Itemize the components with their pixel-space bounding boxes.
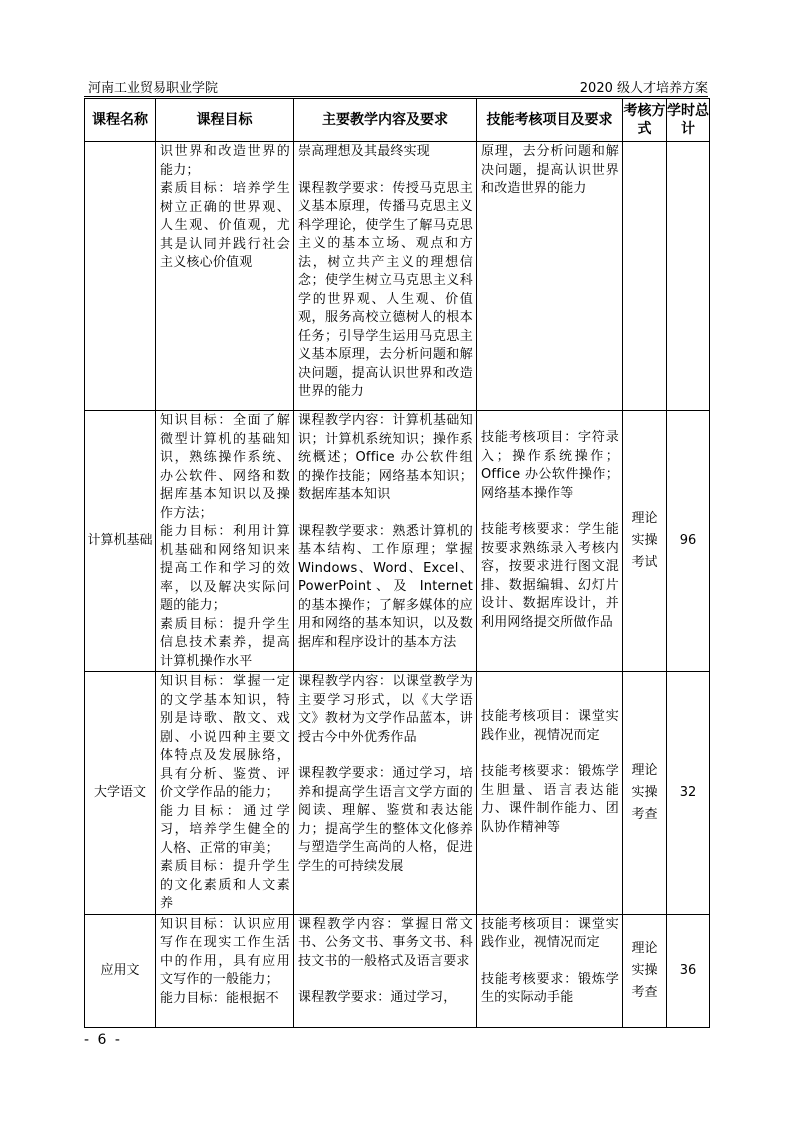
assessment-cell: 理论实操考查 — [623, 914, 667, 1027]
skills-cell — [477, 142, 623, 411]
page-number: - 6 - — [84, 1032, 122, 1048]
assessment-cell: 理论实操考查 — [623, 672, 667, 915]
hours-cell: 36 — [667, 914, 710, 1027]
skill-requirement-text: 技能考核要求：学生能按要求熟练录入考核内容，按要求进行图文混排、数据编辑、幻灯片设计、数据库设计，并利用网络提交所做作品 — [481, 522, 619, 630]
school-name: 河南工业贸易职业学院 — [88, 81, 219, 96]
assessment-cell: 理论实操考试 — [623, 411, 667, 672]
objectives-text: 知识目标：掌握一定的文学基本知识，特别是诗歌、散文、戏剧、小说四种主要文体特点及发展脉络，具有分析、鉴赏、评价文学作品的能力； 能力目标：通过学习，培养学生健全的人格、正常的审美； 素质目标：提升学生的文化素质和人文素养 — [160, 674, 290, 911]
objectives-text: 知识目标：全面了解微型计算机的基础知识，熟练操作系统、办公软件、网络和数据库基本知识以及操作方法； 能力目标：利用计算机基础和网络知识来提高工作和学习的效率，以及解决实际问题的能力； 素质目标：提升学生信息技术素养，提高计算机操作水平 — [160, 413, 290, 669]
teaching-content-text: 课程教学内容：以课堂教学为主要学习形式，以《大学语文》教材为文学作品蓝本，讲授古今中外优秀作品 — [298, 674, 473, 745]
skills-cell — [477, 914, 623, 1027]
skill-project-text: 技能考核项目：课堂实践作业，视情况而定 — [481, 916, 619, 950]
teaching-requirements-text: 课程教学要求：通过学习， — [298, 990, 457, 1005]
objectives-text: 知识目标：认识应用写作在现实工作生活中的作用，具有应用文写作的一般能力； 能力目标：能根据不 — [160, 916, 290, 1006]
skill-requirement-text: 技能考核要求：锻炼学生的实际动手能 — [481, 971, 619, 1005]
column-header-skills: 技能考核项目及要求 — [477, 99, 623, 142]
objectives-cell — [156, 142, 294, 411]
hours-cell — [667, 142, 710, 411]
content-cell — [294, 672, 477, 915]
objectives-cell — [156, 411, 294, 672]
hours-cell: 32 — [667, 672, 710, 915]
objectives-cell — [156, 672, 294, 915]
course-name-cell: 计算机基础 — [85, 411, 156, 672]
table-row — [85, 142, 710, 411]
content-cell — [294, 914, 477, 1027]
course-name-cell — [85, 142, 156, 411]
course-name-cell: 大学语文 — [85, 672, 156, 915]
teaching-content-text: 课程教学内容：掌握日常文书、公务文书、事务文书、科技文书的一般格式及语言要求 — [298, 916, 473, 969]
column-header-course-name: 课程名称 — [85, 99, 156, 142]
skills-cell — [477, 672, 623, 915]
skill-project-text: 技能考核项目：课堂实践作业，视情况而定 — [481, 709, 619, 743]
objectives-text: 识世界和改造世界的能力； 素质目标：培养学生树立正确的世界观、人生观、价值观，尤其是认同并践行社会主义核心价值观 — [160, 144, 290, 270]
teaching-requirements-text: 课程教学要求：熟悉计算机的基本结构、工作原理；掌握 Windows、Word、Excel、PowerPoint、及 Internet 的基本操作；了解多媒体的应用和网络的基本知识，以及数据库和程序设计的基本方法 — [298, 523, 478, 650]
table-row — [85, 672, 710, 915]
skill-project-text: 技能考核项目：字符录入；操作系统操作；Office 办公软件操作；网络基本操作等 — [481, 430, 619, 501]
content-cell — [294, 411, 477, 672]
document-title: 2020 级人才培养方案 — [579, 81, 708, 96]
teaching-requirements-text: 课程教学要求：传授马克思主义基本原理，传播马克思主义科学理论，使学生了解马克思主义的基本立场、观点和方法，树立共产主义的理想信念；使学生树立马克思主义科学的世界观、人生观、价值观，服务高校立德树人的根本任务；引导学生运用马克思主义基本原理，去分析问题和解决问题，提高认识世界和改造世界的能力 — [298, 180, 473, 399]
hours-cell: 96 — [667, 411, 710, 672]
skill-requirement-text: 技能考核要求：锻炼学生胆量、语言表达能力、课件制作能力、团队协作精神等 — [481, 764, 619, 835]
column-header-objectives: 课程目标 — [156, 99, 294, 142]
table-row — [85, 914, 710, 1027]
skills-cell — [477, 411, 623, 672]
column-header-assessment: 考核方式 — [623, 99, 667, 142]
course-table — [84, 98, 710, 1028]
teaching-content-text: 课程教学内容：计算机基础知识；计算机系统知识；操作系统概述；Office 办公软件组的操作技能；网络基本知识；数据库基本知识 — [298, 413, 473, 502]
column-header-content: 主要教学内容及要求 — [294, 99, 477, 142]
table-header-row — [85, 99, 710, 142]
table-row — [85, 411, 710, 672]
page-header — [84, 76, 708, 97]
assessment-cell — [623, 142, 667, 411]
column-header-hours: 学时总计 — [667, 99, 710, 142]
teaching-content-text: 崇高理想及其最终实现 — [298, 144, 431, 159]
teaching-requirements-text: 课程教学要求：通过学习，培养和提高学生语言文学方面的阅读、理解、鉴赏和表达能力；提高学生的整体文化修养与塑造学生高尚的人格，促进学生的可持续发展 — [298, 766, 473, 874]
objectives-cell — [156, 914, 294, 1027]
course-name-cell: 应用文 — [85, 914, 156, 1027]
content-cell — [294, 142, 477, 411]
skill-project-text: 原理，去分析问题和解决问题，提高认识世界和改造世界的能力 — [481, 144, 619, 196]
